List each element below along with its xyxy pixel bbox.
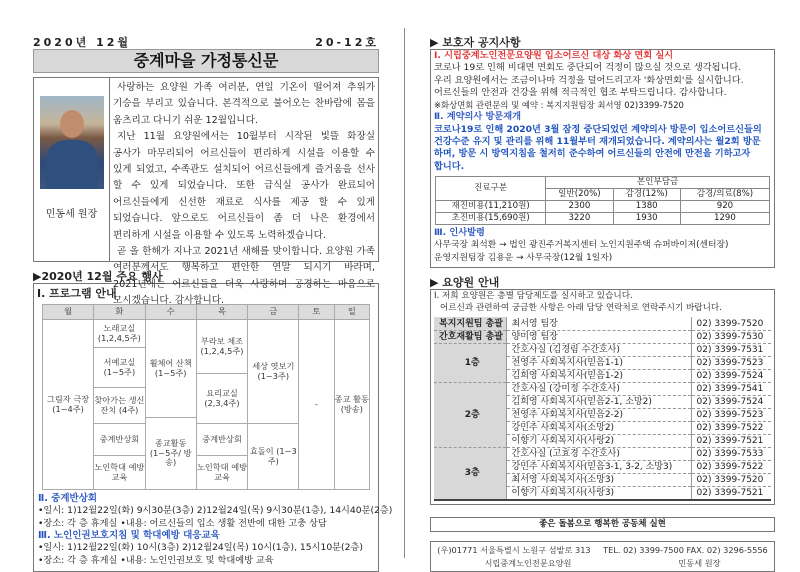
notice3-title: Ⅲ. 인사발령 <box>434 226 485 238</box>
wed-program: 휠체어 산책 (1~5주) <box>145 320 196 418</box>
message-text <box>110 78 378 307</box>
staff-name: 전영주 사회복지사(믿음2-2) <box>506 408 691 421</box>
thu-program: 노인학대 예방교육 <box>196 456 247 490</box>
fri-program: 효돌이 (1~3주) <box>248 424 299 490</box>
notice1-title: Ⅰ. 시립중계노인전문요양원 입소어르신 대상 화상 면회 실시 <box>434 50 674 61</box>
contact-label: 간호재활팀 총괄 <box>434 330 506 343</box>
message-paragraph: 사랑하는 요양원 가족 여러분, 연일 기온이 떨어져 추위가 기승을 부리고 있습니다. 본격적으로 불어오는 찬바람에 몸을 움츠리고 다니기 쉬운 12월입니다. <box>113 82 375 126</box>
staff-name: 강민주 사회복지사(소망2) <box>506 421 691 434</box>
photo-column <box>34 78 110 261</box>
contact-row <box>434 382 771 395</box>
program-schedule-table <box>42 304 370 490</box>
contact-row <box>434 330 771 343</box>
fee-value: 1380 <box>613 200 680 212</box>
fee-value: 1930 <box>613 212 680 224</box>
section3-place: •장소: 각 층 휴게실 •내용: 노인인권보호 및 학대예방 교육 <box>38 554 274 566</box>
staff-name: 간호사실 (고효경 수간호사) <box>506 447 691 460</box>
day-header: 월 <box>43 305 94 320</box>
footer-address: (우)01771 서울특별시 노원구 섬밭로 313 <box>437 544 591 555</box>
staff-name: 이향기 사회복지사(사랑3) <box>506 486 691 500</box>
staff-name: 김희영 사회복지사(믿음2-1, 소망2) <box>506 395 691 408</box>
staff-phone: 02) 3399-7524 <box>691 369 771 382</box>
left-page <box>33 36 393 572</box>
wed-program: 종교활동 (1~5주/ 방송) <box>145 418 196 490</box>
contact-name: 최서영 팀장 <box>506 317 691 330</box>
fee-row <box>436 200 770 212</box>
program-title: Ⅰ. 프로그램 안내 <box>37 287 117 300</box>
tue-program: 찾아가는 생신잔치 (4주) <box>94 388 145 424</box>
section3-title: Ⅲ. 노인인권보호지침 및 학대예방 대응교육 <box>38 530 220 541</box>
slogan-bar: 좋은 돌봄으로 행복한 공동체 실현 <box>430 517 775 532</box>
staff-phone: 02) 3399-7523 <box>691 356 771 369</box>
fee-category-header: 진료구분 <box>436 176 546 200</box>
newsletter-title: 중계마을 가정통신문 <box>33 49 379 73</box>
staff-name: 김희영 사회복지사(믿음1-2) <box>506 369 691 382</box>
footer-contact: TEL. 02) 3399-7500 FAX. 02) 3296-5556 <box>603 544 768 555</box>
sat-program: - <box>299 320 334 490</box>
staff-phone: 02) 3399-7521 <box>691 486 771 500</box>
sun-program: 종교 활동 (방송) <box>334 320 369 490</box>
staff-name: 최서영 사회복지사(소망3) <box>506 473 691 486</box>
staff-phone: 02) 3399-7523 <box>691 408 771 421</box>
fee-row <box>436 212 770 224</box>
guide-heading: ▶ 요양원 안내 <box>430 275 500 289</box>
floor-label: 1층 <box>434 343 506 382</box>
notice2-line: 합니다. <box>434 160 465 172</box>
notice1-line: 코로나 19로 인해 비대면 면회도 중단되어 걱정이 많으실 것으로 생각됩니다. <box>434 62 742 74</box>
contact-phone: 02) 3399-7520 <box>691 317 771 330</box>
contact-row <box>434 317 771 330</box>
fee-table <box>435 176 770 225</box>
issue-number: 20-12호 <box>315 36 379 49</box>
section2-date: •일시: 1)12월22일(화) 9시30분(3층) 2)12월24일(목) 9시30분(1층), 14시40분(2층) <box>38 505 393 516</box>
notice3-line: 운영지원팀장 김용운 → 사무국장(12월 1일자) <box>434 252 613 263</box>
staff-name: 강민주 사회복지사(믿음3-1, 3-2, 소망3) <box>506 460 691 473</box>
fee-column-header: 감경/의료(8%) <box>680 188 769 200</box>
contact-phone: 02) 3399-7530 <box>691 330 771 343</box>
events-heading: ▶2020년 12월 주요 행사 <box>33 270 163 283</box>
section2-place: •장소: 각 층 휴게실 •내용: 어르신들의 입소 생활 전반에 대한 고충 상담 <box>38 517 327 529</box>
person-head-shape <box>60 110 84 138</box>
notice2-line: 건강수준 유지 및 관리를 위해 11월부터 재개되었습니다. 계약의사는 월2회 방문 <box>434 136 761 148</box>
day-header: 토 <box>299 305 334 320</box>
page-divider <box>404 28 405 558</box>
day-header: 목 <box>196 305 247 320</box>
notice-heading: ▶ 보호자 공지사항 <box>430 36 521 49</box>
staff-phone: 02) 3399-7533 <box>691 447 771 460</box>
staff-phone: 02) 3399-7524 <box>691 395 771 408</box>
issue-date: 2020년 12월 <box>33 36 132 49</box>
director-photo <box>40 96 104 189</box>
contact-name: 양미영 팀장 <box>506 330 691 343</box>
fee-value: 920 <box>680 200 769 212</box>
footer-box <box>430 541 775 572</box>
tue-program: 서예교실 (1~5주) <box>94 348 145 388</box>
contact-row <box>434 447 771 460</box>
issue-header <box>33 36 379 49</box>
footer-org: 시립중계노인전문요양원 <box>484 557 572 568</box>
thu-program: 부라보 체조 (1,2,4,5주) <box>196 320 247 374</box>
fee-column-header: 일반(20%) <box>546 188 613 200</box>
staff-phone: 02) 3399-7522 <box>691 460 771 473</box>
notice2-line: 하며, 방문 시 방역지침을 철저히 준수하여 어르신들의 안전에 만전을 기하고자 <box>434 148 751 160</box>
day-header: 화 <box>94 305 145 320</box>
guide-box <box>430 289 775 505</box>
floor-label: 2층 <box>434 382 506 447</box>
fee-row-label: 초진비용(15,690원) <box>436 212 546 224</box>
footer-director: 민동세 원장 <box>678 557 721 568</box>
day-header: 수 <box>145 305 196 320</box>
fee-value: 2300 <box>546 200 613 212</box>
staff-name: 간호사실 (강미정 수간호사) <box>506 382 691 395</box>
day-header: 일 <box>334 305 369 320</box>
notice1-line: 어르신들의 안전과 건강을 위해 적극적인 협조 부탁드립니다. 감사합니다. <box>434 86 727 98</box>
staff-phone: 02) 3399-7531 <box>691 343 771 356</box>
fee-row-label: 재진비용(11,210원) <box>436 200 546 212</box>
events-box <box>33 283 393 572</box>
notice-box <box>430 49 775 268</box>
notice2-line: 코로나19로 인해 2020년 3월 잠정 중단되었던 계약의사 방문이 입소어르신들의 <box>434 123 762 135</box>
tue-program: 중계반상회 <box>94 424 145 456</box>
thu-program: 중계반상회 <box>196 424 247 456</box>
photo-caption: 민동세 원장 <box>45 209 98 220</box>
contact-row <box>434 343 771 356</box>
section2-title: Ⅱ. 중계반상회 <box>38 493 98 504</box>
staff-name: 간호사실 (김경림 수간호사) <box>506 343 691 356</box>
staff-phone: 02) 3399-7522 <box>691 421 771 434</box>
mon-program: 그림자 극장 (1~4주) <box>43 320 94 490</box>
fee-value: 1290 <box>680 212 769 224</box>
staff-phone: 02) 3399-7521 <box>691 434 771 447</box>
thu-program: 요리교실 (2,3,4주) <box>196 374 247 424</box>
right-page <box>430 36 775 572</box>
fee-group-header: 본인부담금 <box>546 176 770 188</box>
notice1-line: 우리 요양원에서는 조금이나마 걱정을 덜어드리고자 '화상면회'를 실시합니다. <box>434 74 744 86</box>
person-body-shape <box>46 140 98 189</box>
notice3-line: 사무국장 최석환 → 법인 광진주거복지센터 노인지원주택 슈퍼바이저(센터장) <box>434 240 729 251</box>
tue-program: 노래교실 (1,2,4,5주) <box>94 320 145 348</box>
contact-table <box>434 317 771 501</box>
staff-phone: 02) 3399-7520 <box>691 473 771 486</box>
day-header: 금 <box>248 305 299 320</box>
message-paragraph: 지난 11월 요양원에서는 10월부터 시작된 빛뜰 화장실 공사가 마무리되어 어르신들이 편리하게 시설을 이용할 수 있게 되었고, 수족관도 설치되어 어르신들에게 즐거움을 선사 할 수 있게 되었습니다. 또한 급식실 공사가 완료되어 어르신들에게 신선한 재료로 식사를 제공 할 수 있게 되었습니다. 앞으로도 어르신들이 좀 더 나은 환경에서 편리하게 시설을 이용할 수 있도록 노력하겠습니다. <box>113 131 375 241</box>
staff-name: 이향기 사회복지사(사랑2) <box>506 434 691 447</box>
notice2-title: Ⅱ. 계약의사 방문재개 <box>434 111 521 123</box>
staff-phone: 02) 3399-7541 <box>691 382 771 395</box>
tue-program: 노인학대 예방교육 <box>94 456 145 490</box>
floor-label: 3층 <box>434 447 506 500</box>
section3-date: •일시: 1)12월22일(화) 10시(3층) 2)12월24일(목) 10시(1층), 15시10분(2층) <box>38 542 363 553</box>
message-paragraph: 곧 올 한해가 지나고 2021년 새해를 맞이합니다. 요양원 가족 여러분께서도 행복하고 편안한 연말 되시기 바라며, 2021년에는 어르신들을 더욱 사랑하며 공경하는 마음으로 모시겠습니다. 감사합니다. <box>113 246 375 307</box>
fri-program: 세상 엿보기 (1~3주) <box>248 320 299 424</box>
staff-name: 전영주 사회복지사(믿음1-1) <box>506 356 691 369</box>
guide-intro-line: Ⅰ. 저희 요양원은 층별 담당제도를 실시하고 있습니다. <box>434 290 633 301</box>
fee-column-header: 감경(12%) <box>613 188 680 200</box>
contact-label: 복지지원팀 총괄 <box>434 317 506 330</box>
fee-value: 3220 <box>546 212 613 224</box>
notice1-contact: ※화상면회 관련문의 및 예약 : 복지지원팀장 최서영 02)3399-7520 <box>434 100 684 111</box>
guide-intro-line: 어르신과 관련하여 궁금한 사항은 아래 담당 연락처로 연락주시기 바랍니다. <box>440 303 722 314</box>
